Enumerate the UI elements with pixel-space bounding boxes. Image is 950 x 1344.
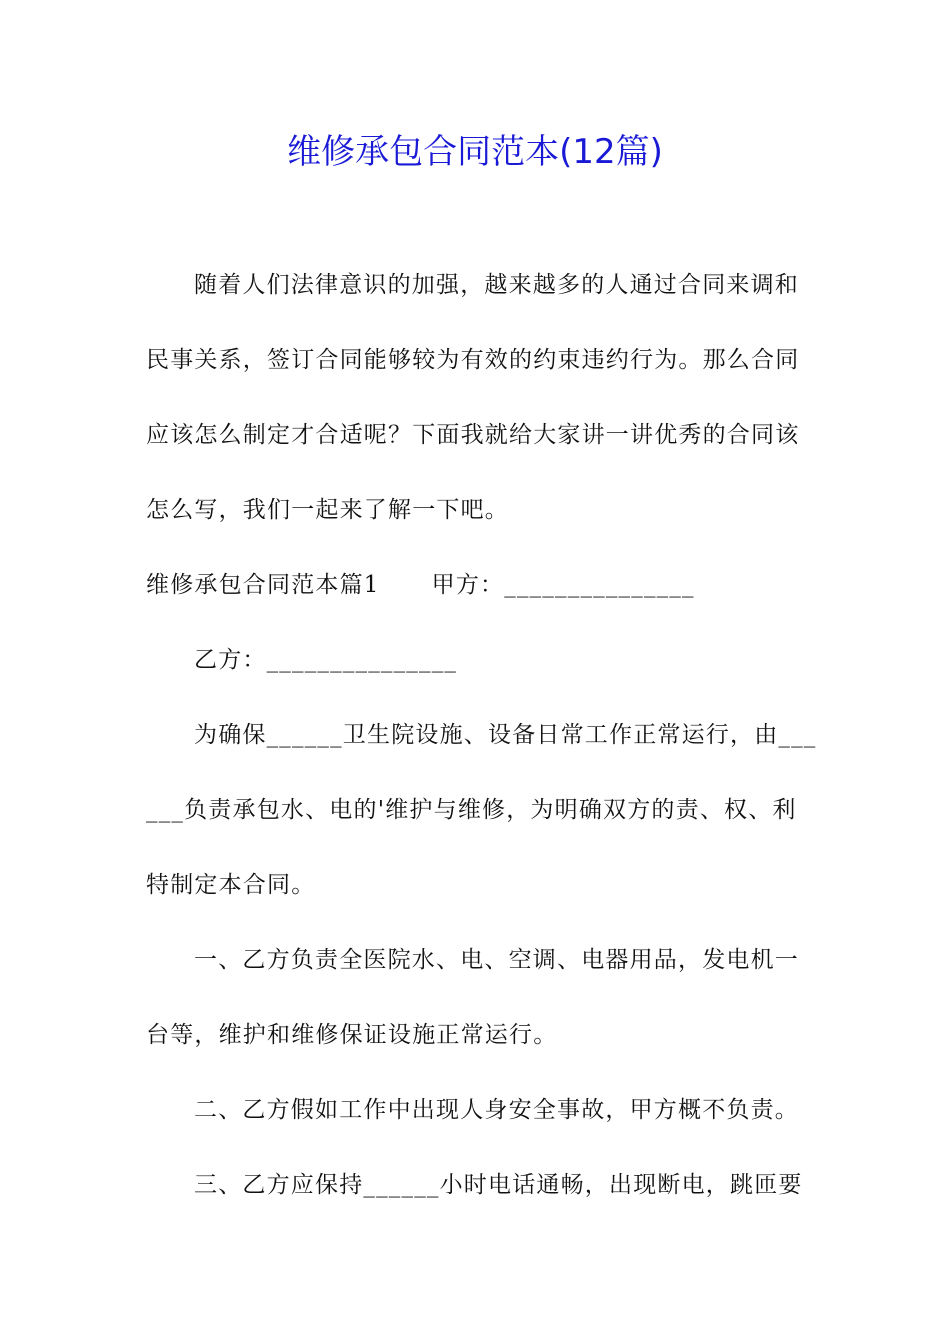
document-title: 维修承包合同范本(12篇) — [287, 132, 663, 172]
body-line-2: 民事关系，签订合同能够较为有效的约束违约行为。那么合同 — [146, 347, 800, 373]
body-line-4: 怎么写，我们一起来了解一下吧。 — [146, 497, 509, 523]
body-line-9: 特制定本合同。 — [146, 872, 316, 898]
clause-2: 二、乙方假如工作中出现人身安全事故，甲方概不负责。 — [194, 1097, 799, 1123]
clause-1-line-2: 台等，维护和维修保证设施正常运行。 — [146, 1022, 558, 1048]
body-line-8: ___负责承包水、电的'维护与维修，为明确双方的责、权、利 — [146, 797, 797, 823]
body-line-1: 随着人们法律意识的加强，越来越多的人通过合同来调和 — [194, 272, 799, 298]
party-b-field: 乙方：_______________ — [194, 647, 458, 673]
body-line-7: 为确保______卫生院设施、设备日常工作正常运行，由___ — [194, 722, 817, 748]
section-heading-line — [146, 568, 695, 602]
clause-3-line-1: 三、乙方应保持______小时电话通畅，出现断电，跳匝要 — [194, 1172, 803, 1198]
party-a-field: 甲方：_______________ — [431, 572, 695, 598]
section-heading: 维修承包合同范本篇1 — [146, 572, 380, 598]
clause-1-line-1: 一、乙方负责全医院水、电、空调、电器用品，发电机一 — [194, 947, 799, 973]
body-line-3: 应该怎么制定才合适呢？下面我就给大家讲一讲优秀的合同该 — [146, 422, 800, 448]
